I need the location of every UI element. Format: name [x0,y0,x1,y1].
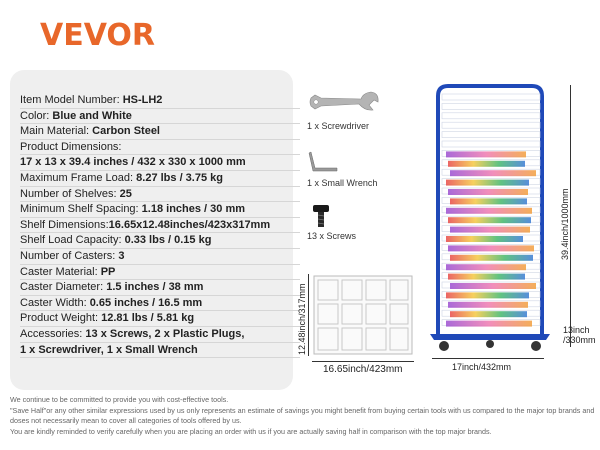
spec-key: Accessories: [20,327,86,340]
spec-row [20,343,300,359]
spec-value: 1.5 inches / 38 mm [106,281,204,294]
spec-value: 25 [119,187,132,200]
spec-value: 1 x Screwdriver, 1 x Small Wrench [20,343,198,356]
spec-value: 8.27 lbs / 3.75 kg [136,171,223,184]
rack-width-label: 17inch/432mm [452,362,512,372]
spec-row [20,296,300,312]
brand-logo: VEVOR [40,18,156,53]
spec-key: Shelf Load Capacity: [20,234,125,247]
spec-row [20,233,300,249]
spec-key: Caster Width: [20,296,90,309]
spec-key: Product Weight: [20,312,102,325]
spec-value: HS-LH2 [122,94,163,106]
rack-depth-label-2: /330mm [563,335,596,345]
spec-key: Item Model Number: [20,94,123,106]
allen-wrench-icon [306,150,340,174]
spec-value: 1.18 inches / 30 mm [141,203,246,216]
spec-value: 3 [118,249,125,262]
shelf-width-line [312,361,414,362]
spec-row [20,280,300,296]
spec-value: 16.65x12.48inches/423x317mm [108,218,271,231]
rack-height-label: 39.4inch/1000mm [560,188,570,260]
spec-key: Product Dimensions: [20,140,122,153]
spec-value: 13 x Screws, 2 x Plastic Plugs, [85,327,245,340]
spec-row [20,155,300,171]
spec-key: Color: [20,109,53,122]
spec-key: Caster Diameter: [20,281,107,294]
spec-value: PP [100,265,116,278]
screw-icon [311,203,331,229]
shelf-grid-diagram [312,274,414,356]
spec-key: Maximum Frame Load: [20,171,137,184]
spec-list [20,93,300,358]
rack-height-line [570,85,571,347]
small-wrench-label: 1 x Small Wrench [307,178,378,188]
spec-value: 0.65 inches / 16.5 mm [89,296,203,309]
spec-row [20,327,300,343]
spec-row [20,187,300,203]
disclaimer-line-1: We continue to be committed to provide you with cost-effective tools. [10,395,229,404]
spec-row [20,249,300,265]
spec-key: Caster Material: [20,265,101,278]
shelf-width-label: 16.65inch/423mm [323,364,403,375]
drying-rack-image [420,82,560,352]
spec-key: Number of Shelves: [20,187,120,200]
spec-row [20,202,300,218]
spec-value: Carbon Steel [92,125,160,138]
spec-row [20,93,300,109]
spec-key: Shelf Dimensions: [20,218,109,231]
spec-row [20,171,300,187]
disclaimer [10,395,595,437]
screwdriver-label: 1 x Screwdriver [307,121,370,131]
spec-row [20,218,300,234]
spec-row [20,140,300,156]
spec-value: 17 x 13 x 39.4 inches / 432 x 330 x 1000 mm [20,156,246,169]
screwdriver-wrench-icon [307,88,379,116]
spec-key: Number of Casters: [20,249,119,262]
spec-key: Main Material: [20,125,93,138]
shelf-height-line [308,274,309,356]
spec-value: 0.33 lbs / 0.15 kg [124,234,212,247]
shelf-height-label: 12.48inch/317mm [297,283,307,355]
spec-value: Blue and White [52,109,132,122]
spec-value: 12.81 lbs / 5.81 kg [101,312,195,325]
spec-row [20,109,300,125]
spec-row [20,265,300,281]
disclaimer-line-2: "Save Half"or any other similar expressions used by us only represents an estimate of savings you might benefit from buying certain tools with us compared to the major top brands and doses not necessarily mean to cover all categories of tools offered by us. [10,405,595,425]
screws-label: 13 x Screws [307,231,357,241]
rack-depth-label-1: 13inch [563,325,590,335]
disclaimer-line-3: You are kindly reminded to verify carefully when you are placing an order with us if you are actually saving half in comparison with the top major brands. [10,426,492,436]
spec-key: Minimum Shelf Spacing: [20,203,142,216]
spec-row [20,311,300,327]
spec-row [20,124,300,140]
rack-width-line [432,358,544,359]
